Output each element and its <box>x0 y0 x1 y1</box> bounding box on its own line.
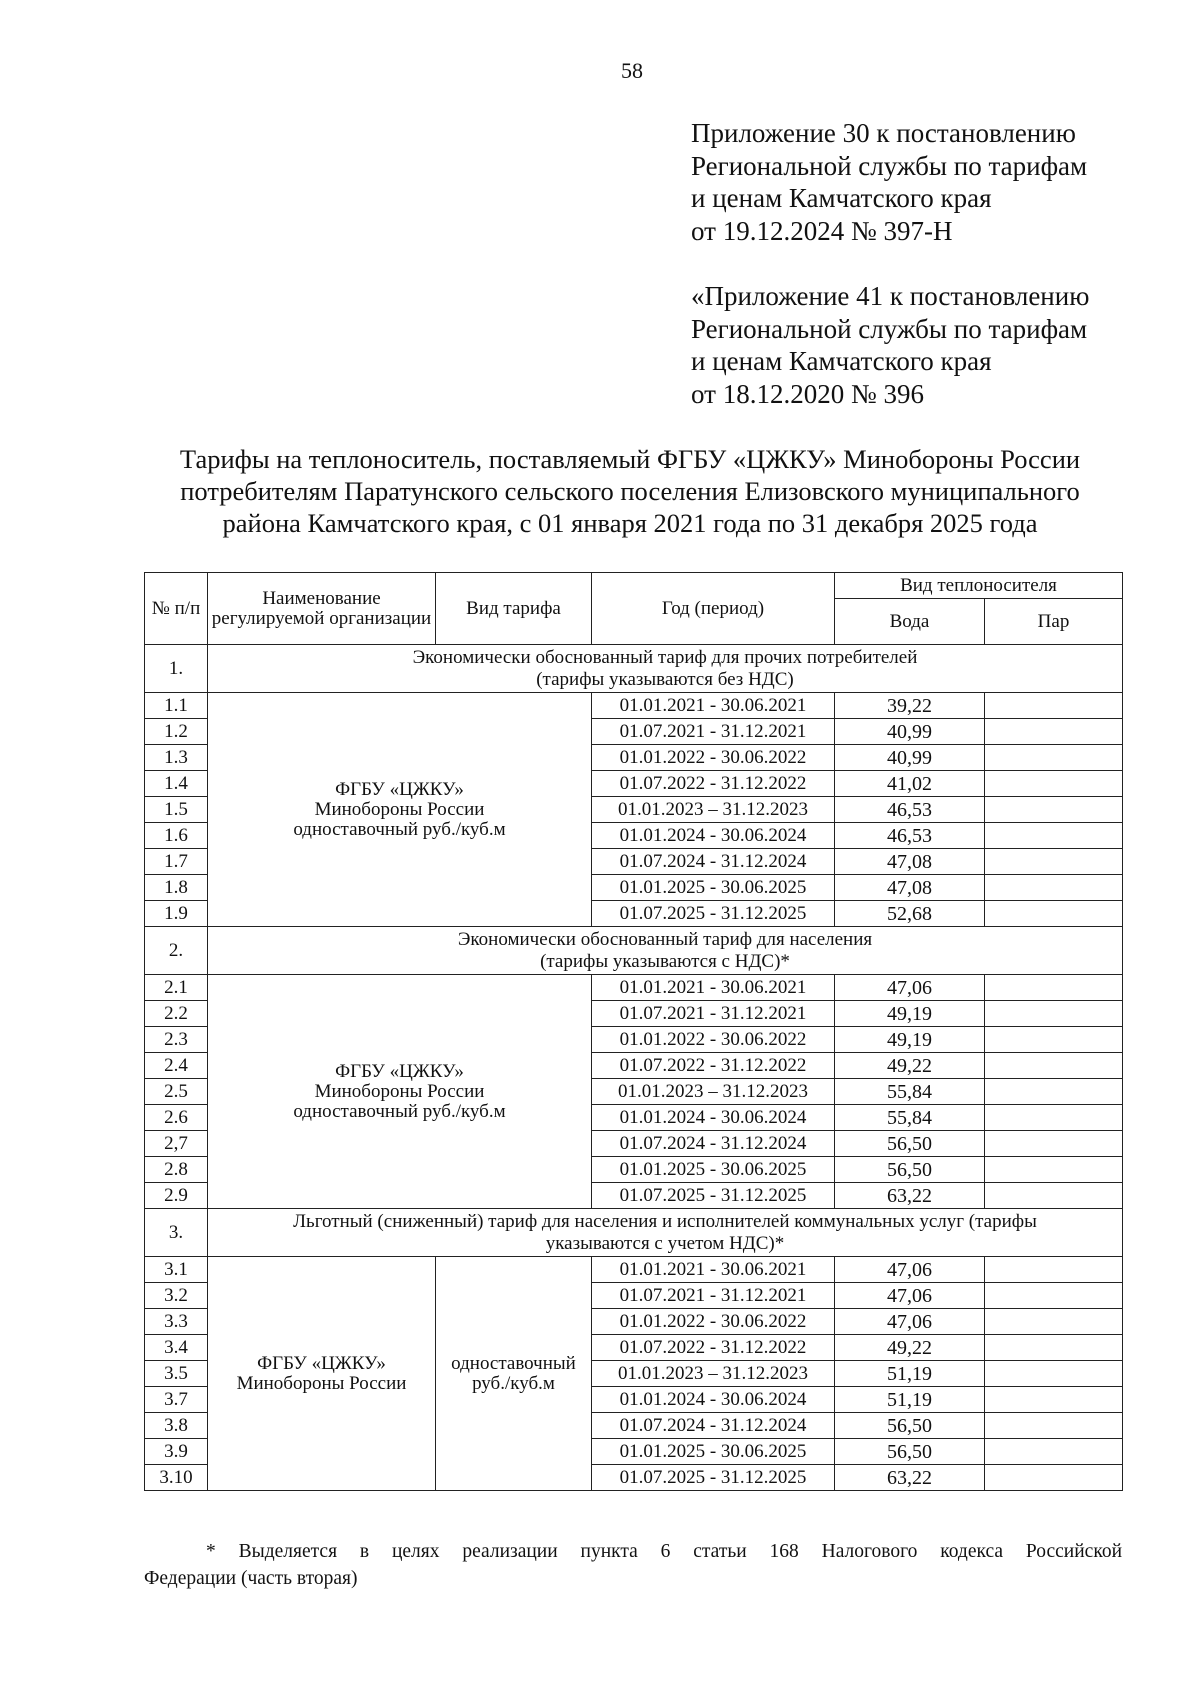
row-num: 1.6 <box>145 823 208 849</box>
cell-line: Минобороны России <box>314 798 485 820</box>
row-num: 2.1 <box>145 975 208 1001</box>
water-value: 47,08 <box>835 849 985 875</box>
title-line: района Камчатского края, с 01 января 2021 года по 31 декабря 2025 года <box>222 508 1038 538</box>
header-water: Вода <box>835 599 985 645</box>
appendix-block-1 <box>691 117 1087 247</box>
period-cell: 01.07.2022 - 31.12.2022 <box>592 771 835 797</box>
period-cell: 01.01.2022 - 30.06.2022 <box>592 1309 835 1335</box>
period-cell: 01.01.2022 - 30.06.2022 <box>592 1027 835 1053</box>
cell-line: руб./куб.м <box>472 1372 555 1394</box>
cell-line: ФГБУ «ЦЖКУ» <box>335 778 464 800</box>
water-value: 55,84 <box>835 1079 985 1105</box>
water-value: 63,22 <box>835 1183 985 1209</box>
row-num: 2.9 <box>145 1183 208 1209</box>
appendix-line: Региональной службы по тарифам <box>691 150 1088 181</box>
cell-line: (тарифы указываются без НДС) <box>536 668 794 690</box>
steam-value <box>985 975 1123 1001</box>
water-value: 46,53 <box>835 797 985 823</box>
steam-value <box>985 1361 1123 1387</box>
row-num: 3.8 <box>145 1413 208 1439</box>
appendix-line: и ценам Камчатского края <box>691 346 992 376</box>
row-num: 1.1 <box>145 693 208 719</box>
period-cell: 01.07.2025 - 31.12.2025 <box>592 901 835 927</box>
header-steam: Пар <box>985 599 1123 645</box>
period-cell: 01.07.2022 - 31.12.2022 <box>592 1335 835 1361</box>
cell-line: Экономически обоснованный тариф для прочих потребителей <box>412 646 918 668</box>
water-value: 41,02 <box>835 771 985 797</box>
steam-value <box>985 901 1123 927</box>
period-cell: 01.01.2025 - 30.06.2025 <box>592 1157 835 1183</box>
cell-line: одноставочный <box>451 1352 576 1374</box>
cell-line: одноставочный руб./куб.м <box>293 1100 506 1122</box>
row-num: 3.1 <box>145 1257 208 1283</box>
section-num: 3. <box>145 1209 208 1257</box>
header-period: Год (период) <box>592 573 835 645</box>
steam-value <box>985 1335 1123 1361</box>
cell-line: указываются с учетом НДС)* <box>545 1232 785 1254</box>
steam-value <box>985 1413 1123 1439</box>
row-num: 1.4 <box>145 771 208 797</box>
section-title <box>208 1209 1123 1257</box>
steam-value <box>985 1027 1123 1053</box>
period-cell: 01.07.2024 - 31.12.2024 <box>592 1413 835 1439</box>
page-number: 58 <box>621 58 643 83</box>
steam-value <box>985 1105 1123 1131</box>
header-num: № п/п <box>145 573 208 645</box>
row-num: 3.4 <box>145 1335 208 1361</box>
appendix-line: от 19.12.2024 № 397-Н <box>691 215 953 246</box>
steam-value <box>985 1053 1123 1079</box>
steam-value <box>985 1257 1123 1283</box>
appendix-line: и ценам Камчатского края <box>691 183 992 213</box>
water-value: 51,19 <box>835 1361 985 1387</box>
water-value: 47,06 <box>835 1283 985 1309</box>
water-value: 47,06 <box>835 975 985 1001</box>
period-cell: 01.07.2024 - 31.12.2024 <box>592 1131 835 1157</box>
period-cell: 01.01.2021 - 30.06.2021 <box>592 1257 835 1283</box>
footnote-line: Федерации (часть вторая) <box>144 1568 358 1589</box>
title-line: Тарифы на теплоноситель, поставляемый ФГБУ «ЦЖКУ» Минобороны России <box>179 444 1081 474</box>
cell-line: (тарифы указываются с НДС)* <box>540 950 790 972</box>
row-num: 2.2 <box>145 1001 208 1027</box>
cell-line: Минобороны России <box>236 1372 407 1394</box>
org-name <box>208 1257 436 1491</box>
document-title <box>130 443 1130 539</box>
period-cell: 01.01.2025 - 30.06.2025 <box>592 875 835 901</box>
section-row <box>145 927 1123 975</box>
period-cell: 01.01.2024 - 30.06.2024 <box>592 1105 835 1131</box>
water-value: 40,99 <box>835 745 985 771</box>
section-row <box>145 1209 1123 1257</box>
water-value: 49,22 <box>835 1053 985 1079</box>
period-cell: 01.01.2024 - 30.06.2024 <box>592 1387 835 1413</box>
steam-value <box>985 1283 1123 1309</box>
org-name <box>208 693 592 927</box>
steam-value <box>985 823 1123 849</box>
steam-value <box>985 771 1123 797</box>
row-num: 2,7 <box>145 1131 208 1157</box>
steam-value <box>985 719 1123 745</box>
period-cell: 01.07.2025 - 31.12.2025 <box>592 1465 835 1491</box>
period-cell: 01.01.2022 - 30.06.2022 <box>592 745 835 771</box>
period-cell: 01.01.2023 – 31.12.2023 <box>592 797 835 823</box>
steam-value <box>985 1001 1123 1027</box>
cell-line: одноставочный руб./куб.м <box>293 818 506 840</box>
period-cell: 01.01.2021 - 30.06.2021 <box>592 693 835 719</box>
row-num: 2.8 <box>145 1157 208 1183</box>
period-cell: 01.01.2023 – 31.12.2023 <box>592 1079 835 1105</box>
cell-line: Экономически обоснованный тариф для населения <box>457 928 873 950</box>
water-value: 51,19 <box>835 1387 985 1413</box>
section-title <box>208 927 1123 975</box>
table-row <box>145 975 1123 1001</box>
steam-value <box>985 849 1123 875</box>
org-name <box>208 975 592 1209</box>
water-value: 49,19 <box>835 1001 985 1027</box>
period-cell: 01.01.2024 - 30.06.2024 <box>592 823 835 849</box>
water-value: 56,50 <box>835 1413 985 1439</box>
header-org: Наименование регулируемой организации <box>208 573 436 645</box>
period-cell: 01.07.2021 - 31.12.2021 <box>592 1001 835 1027</box>
period-cell: 01.07.2022 - 31.12.2022 <box>592 1053 835 1079</box>
water-value: 39,22 <box>835 693 985 719</box>
appendix-line: Региональной службы по тарифам <box>691 313 1088 344</box>
row-num: 3.5 <box>145 1361 208 1387</box>
row-num: 2.6 <box>145 1105 208 1131</box>
steam-value <box>985 1157 1123 1183</box>
tariff-type <box>436 1257 592 1491</box>
water-value: 63,22 <box>835 1465 985 1491</box>
water-value: 40,99 <box>835 719 985 745</box>
row-num: 3.7 <box>145 1387 208 1413</box>
section-row <box>145 645 1123 693</box>
footnote-line: * Выделяется в целях реализации пункта 6 статьи 168 Налогового кодекса Российской <box>206 1541 1122 1562</box>
row-num: 3.3 <box>145 1309 208 1335</box>
water-value: 52,68 <box>835 901 985 927</box>
water-value: 56,50 <box>835 1131 985 1157</box>
water-value: 47,06 <box>835 1309 985 1335</box>
steam-value <box>985 1387 1123 1413</box>
row-num: 1.7 <box>145 849 208 875</box>
row-num: 2.5 <box>145 1079 208 1105</box>
row-num: 1.8 <box>145 875 208 901</box>
row-num: 1.5 <box>145 797 208 823</box>
row-num: 2.3 <box>145 1027 208 1053</box>
water-value: 55,84 <box>835 1105 985 1131</box>
period-cell: 01.07.2021 - 31.12.2021 <box>592 1283 835 1309</box>
footnote <box>144 1538 1122 1592</box>
row-num: 3.10 <box>145 1465 208 1491</box>
row-num: 3.9 <box>145 1439 208 1465</box>
appendix-block-2 <box>691 280 1089 410</box>
cell-line: Льготный (сниженный) тариф для населения и исполнителей коммунальных услуг (тарифы <box>293 1210 1037 1232</box>
water-value: 46,53 <box>835 823 985 849</box>
water-value: 49,19 <box>835 1027 985 1053</box>
section-num: 1. <box>145 645 208 693</box>
period-cell: 01.07.2024 - 31.12.2024 <box>592 849 835 875</box>
steam-value <box>985 797 1123 823</box>
water-value: 47,06 <box>835 1257 985 1283</box>
steam-value <box>985 1465 1123 1491</box>
steam-value <box>985 1183 1123 1209</box>
period-cell: 01.01.2023 – 31.12.2023 <box>592 1361 835 1387</box>
period-cell: 01.07.2021 - 31.12.2021 <box>592 719 835 745</box>
steam-value <box>985 875 1123 901</box>
period-cell: 01.01.2025 - 30.06.2025 <box>592 1439 835 1465</box>
appendix-line: «Приложение 41 к постановлению <box>691 281 1090 311</box>
tariff-table <box>144 572 1123 1491</box>
appendix-line: Приложение 30 к постановлению <box>691 118 1076 148</box>
row-num: 1.2 <box>145 719 208 745</box>
cell-line: ФГБУ «ЦЖКУ» <box>335 1060 464 1082</box>
table-row <box>145 693 1123 719</box>
section-title <box>208 645 1123 693</box>
appendix-line: от 18.12.2020 № 396 <box>691 378 924 409</box>
cell-line: Минобороны России <box>314 1080 485 1102</box>
row-num: 1.9 <box>145 901 208 927</box>
cell-line: ФГБУ «ЦЖКУ» <box>257 1352 386 1374</box>
header-carrier: Вид теплоносителя <box>835 573 1123 599</box>
water-value: 56,50 <box>835 1157 985 1183</box>
period-cell: 01.07.2025 - 31.12.2025 <box>592 1183 835 1209</box>
steam-value <box>985 1439 1123 1465</box>
table-row <box>145 1257 1123 1283</box>
water-value: 49,22 <box>835 1335 985 1361</box>
header-tariff-type: Вид тарифа <box>436 573 592 645</box>
steam-value <box>985 693 1123 719</box>
water-value: 47,08 <box>835 875 985 901</box>
row-num: 1.3 <box>145 745 208 771</box>
row-num: 2.4 <box>145 1053 208 1079</box>
steam-value <box>985 1309 1123 1335</box>
title-line: потребителям Паратунского сельского поселения Елизовского муниципального <box>180 476 1080 506</box>
water-value: 56,50 <box>835 1439 985 1465</box>
steam-value <box>985 745 1123 771</box>
steam-value <box>985 1079 1123 1105</box>
row-num: 3.2 <box>145 1283 208 1309</box>
section-num: 2. <box>145 927 208 975</box>
period-cell: 01.01.2021 - 30.06.2021 <box>592 975 835 1001</box>
steam-value <box>985 1131 1123 1157</box>
